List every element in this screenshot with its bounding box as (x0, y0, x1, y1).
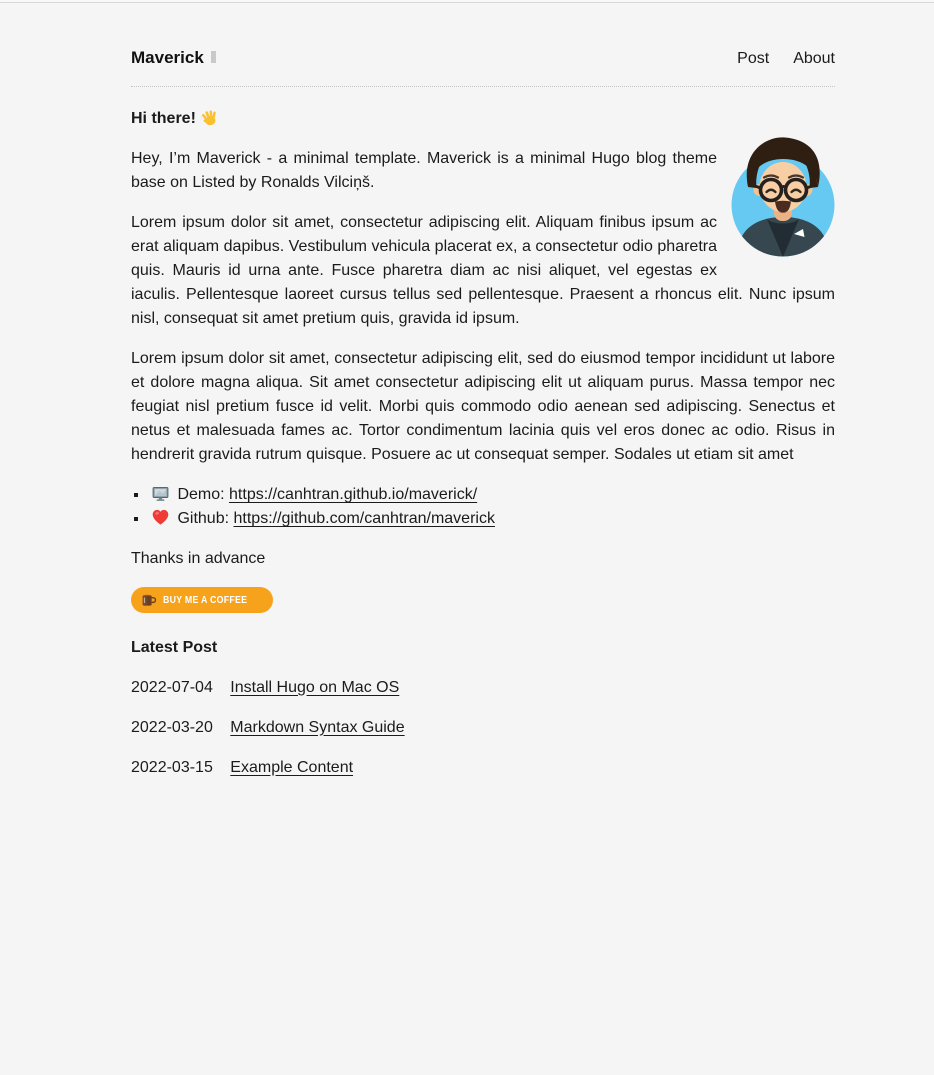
main-nav (737, 47, 835, 71)
avatar (731, 135, 835, 257)
demo-label: Demo: (177, 486, 225, 503)
demo-list-item (149, 483, 835, 507)
latest-post-section (131, 636, 835, 780)
site-title-link[interactable]: Maverick (131, 48, 204, 67)
lorem-paragraph-2: Lorem ipsum dolor sit amet, consectetur adipiscing elit, sed do eiusmod tempor incididunt ut labore et dolore magna aliqua. Sit amet consectetur adipiscing elit ut aliquam purus. Massa tempor nec feugiat nisl pretium fusce id velit. Morbi quis commodo odio aenean sed adipiscing. Senectus et netus et malesuada fames ac. Tortor condimentum lacinia quis vel eros donec ac odio. Risus in hendrerit gravida rutrum quisque. Posuere ac ut consequat semper. Sodales ut etiam sit amet (131, 350, 835, 463)
greeting-heading (131, 107, 835, 131)
post-link-markdown-guide[interactable]: Markdown Syntax Guide (230, 718, 405, 736)
nav-item-post[interactable]: Post (737, 49, 770, 67)
coffee-mug-icon (140, 592, 157, 609)
lorem-paragraph-1: Lorem ipsum dolor sit amet, consectetur adipiscing elit. Aliquam finibus ipsum ac erat aliquam dapibus. Vestibulum vehicula placerat ex, a consectetur odio pharetra quis. Mauris id urna ante. Fusce pharetra diam ac nisi aliquet, vel egestas ex iaculis. Pellentesque laoreet cursus tellus sed pellentesque. Praesent a rhoncus elit. Nunc ipsum nisl, consequat sit amet pretium quis, gravida id ipsum. (131, 214, 835, 327)
github-label: Github: (177, 510, 230, 527)
post-row (131, 716, 835, 740)
github-link[interactable]: https://github.com/canhtran/maverick (233, 510, 495, 527)
project-link-list (131, 483, 835, 531)
buy-me-a-coffee-button[interactable] (131, 587, 273, 613)
nav-item-about[interactable]: About (793, 49, 835, 67)
post-date: 2022-03-15 (131, 758, 213, 776)
intro-paragraph: Hey, I’m Maverick - a minimal template. Maverick is a minimal Hugo blog theme base on Listed by Ronalds Vilciņš. (131, 150, 717, 191)
red-heart-icon (151, 508, 170, 527)
github-list-item (149, 507, 835, 531)
waving-hand-icon (200, 108, 219, 127)
thanks-text: Thanks in advance (131, 550, 266, 567)
site-header (131, 46, 835, 71)
about-content (131, 147, 835, 614)
header-divider (131, 86, 835, 87)
page-container (131, 3, 835, 780)
post-row (131, 676, 835, 700)
post-date: 2022-03-20 (131, 718, 213, 736)
desktop-computer-icon (151, 484, 170, 503)
coffee-button-row (131, 587, 835, 614)
demo-link[interactable]: https://canhtran.github.io/maverick/ (229, 486, 478, 503)
greeting-text: Hi there! (131, 110, 196, 127)
about-section (131, 107, 835, 780)
post-link-example-content[interactable]: Example Content (230, 758, 354, 776)
site-title-wrap (131, 46, 216, 71)
cursor-block (211, 51, 216, 63)
latest-post-heading: Latest Post (131, 638, 218, 656)
post-date: 2022-07-04 (131, 678, 213, 696)
post-row (131, 756, 835, 780)
post-link-install-hugo[interactable]: Install Hugo on Mac OS (230, 678, 400, 696)
coffee-button-label: BUY ME A COFFEE (163, 594, 248, 606)
